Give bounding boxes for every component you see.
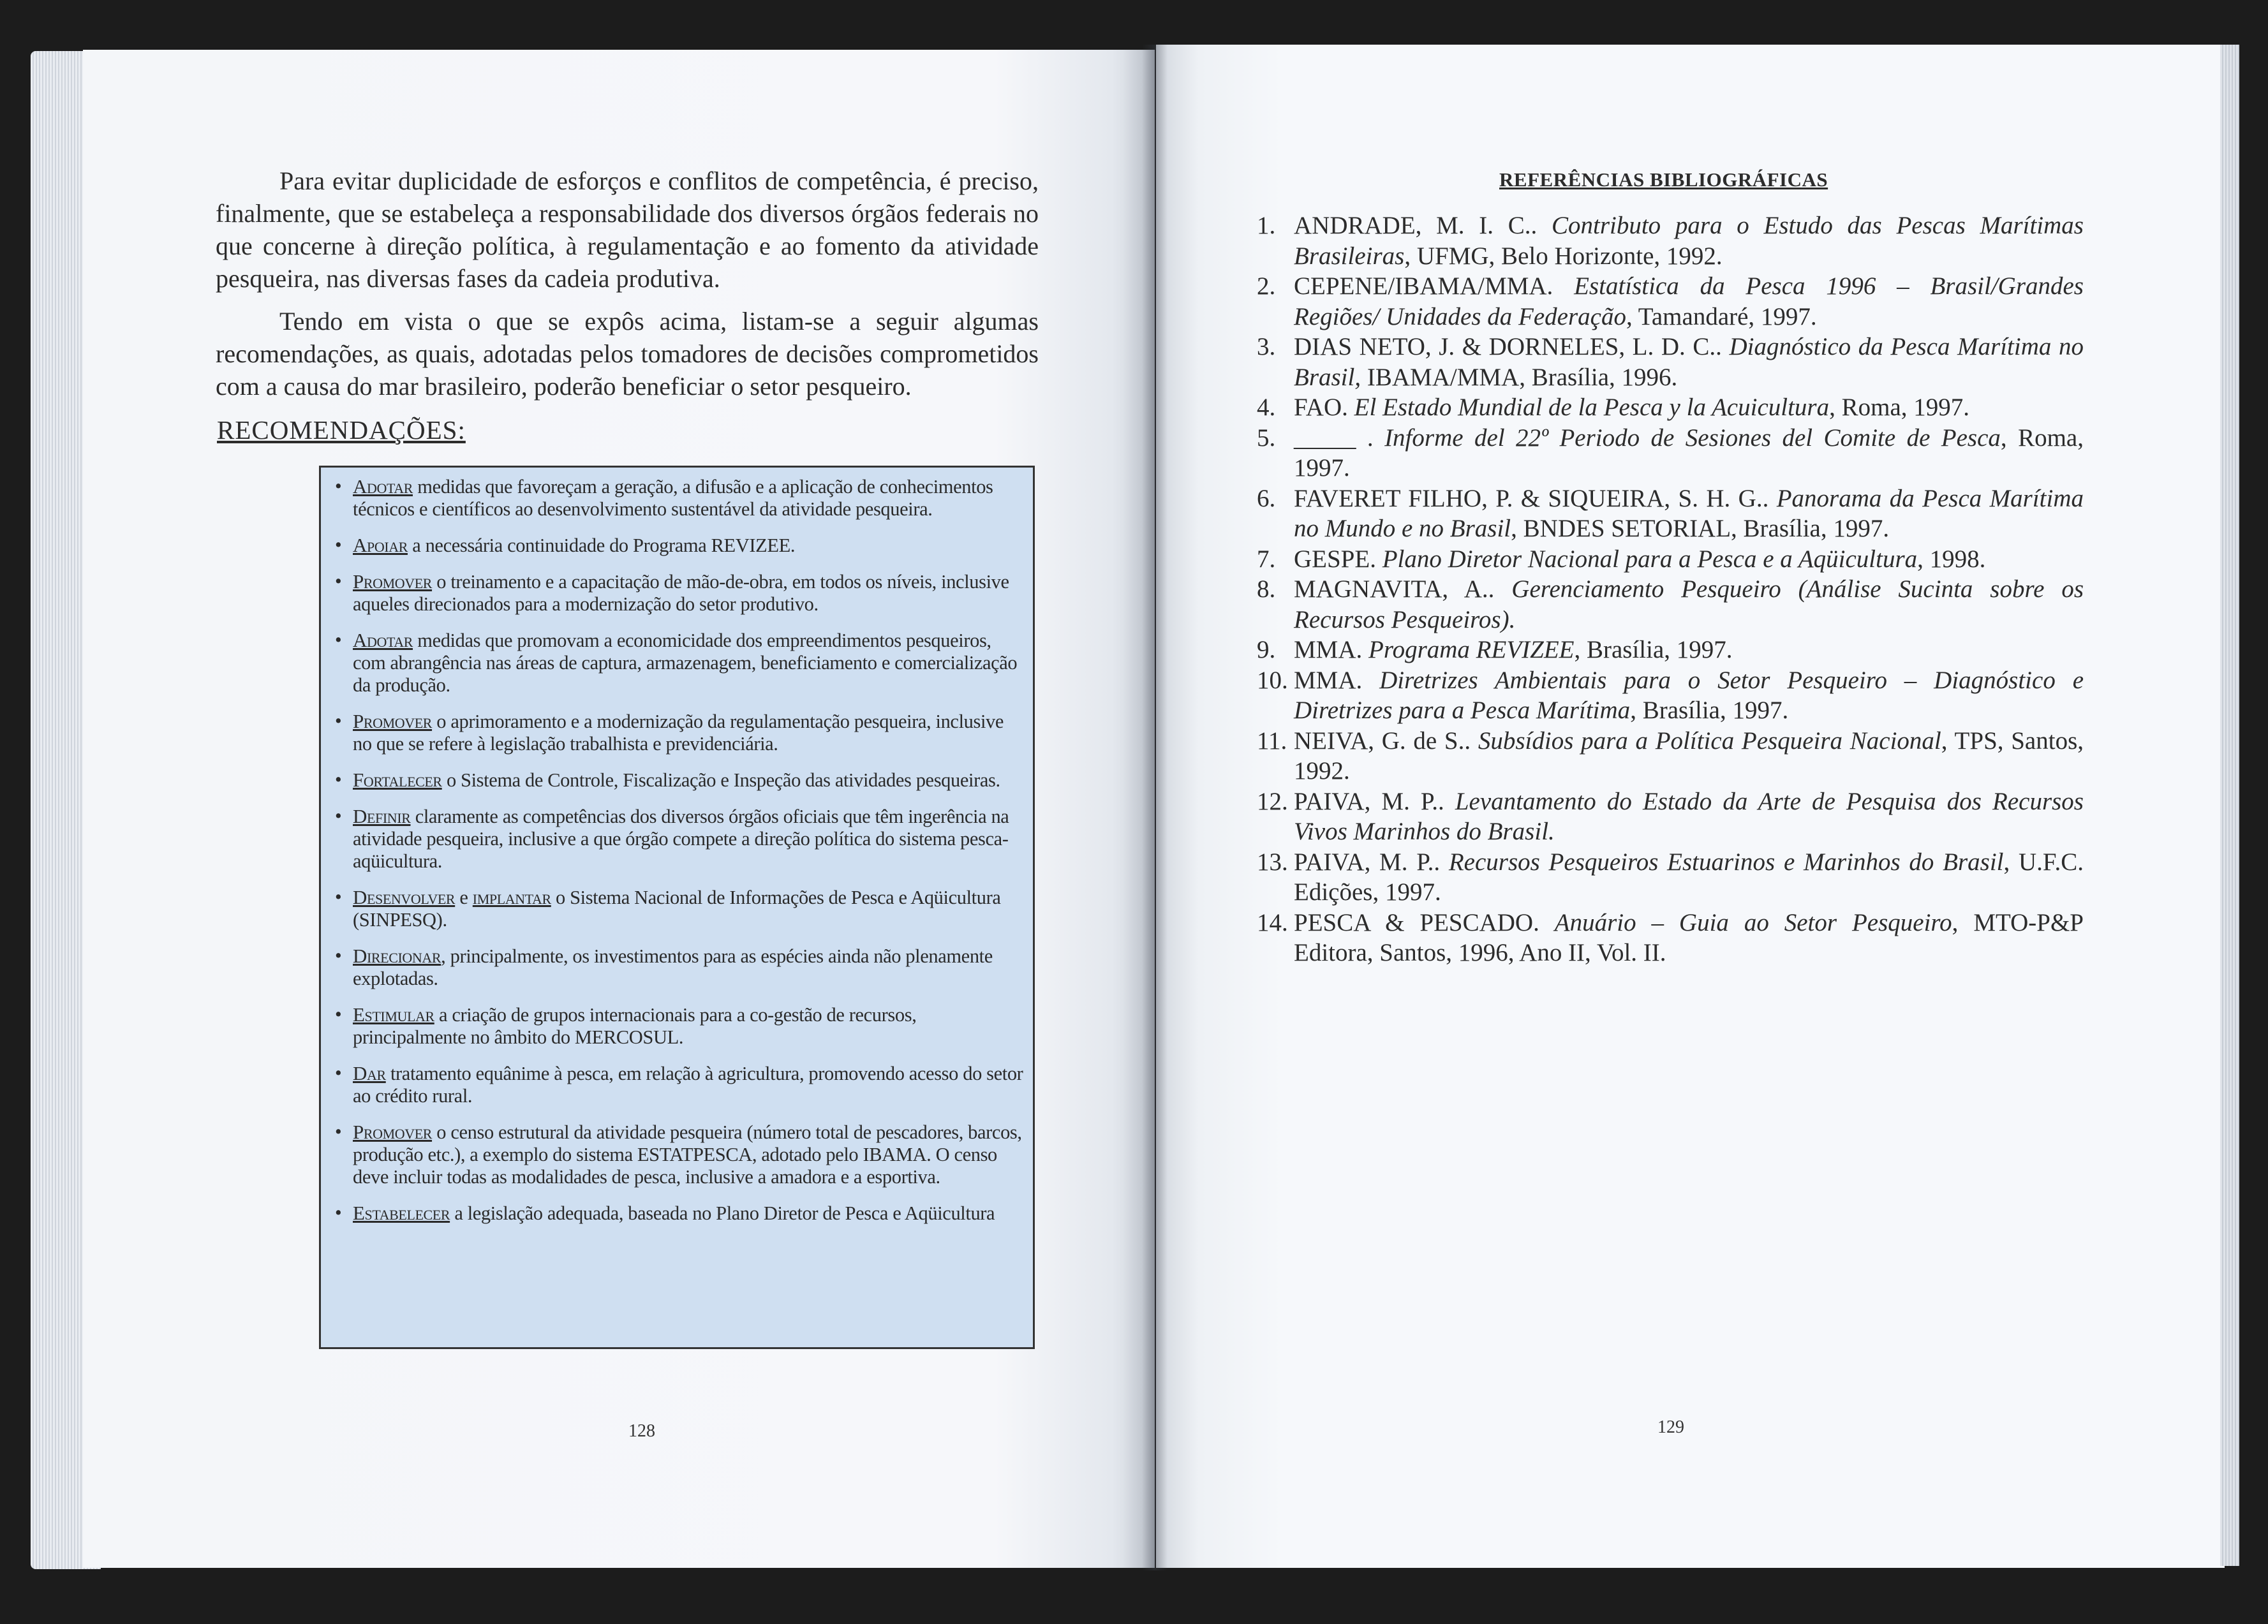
- reference-details: , MTO-P&P Editora, Santos, 1996, Ano II, Vol. II.: [1294, 908, 2084, 966]
- bullet-icon: •: [335, 710, 342, 732]
- reference-number: 11.: [1257, 727, 1287, 755]
- reference-item: [1257, 908, 2084, 968]
- reference-details: , UFMG, Belo Horizonte, 1992.: [1404, 242, 1723, 270]
- left-paragraph-2: [216, 305, 1039, 402]
- reference-number: 7.: [1257, 545, 1276, 573]
- recommendation-text: o treinamento e a capacitação de mão-de-obra, em todos os níveis, inclusive aqueles direcionados para a modernização do setor produtivo.: [353, 571, 1009, 615]
- reference-details: , TPS, Santos, 1992.: [1294, 727, 2084, 785]
- recommendation-verb: Promover: [353, 570, 433, 593]
- recommendation-item: [335, 769, 1024, 792]
- reference-item: [1257, 210, 2084, 271]
- reference-title: Subsídios para a Política Pesqueira Nacional: [1478, 727, 1941, 755]
- recommendation-text: medidas que promovam a economicidade dos empreendimentos pesqueiros, com abrangência nas áreas de captura, armazenagem, beneficiamento e comercialização da produção.: [353, 630, 1018, 696]
- reference-author: _____ .: [1294, 424, 1385, 452]
- reference-author: FAO.: [1294, 394, 1354, 421]
- reference-item: [1257, 635, 2084, 665]
- recommendation-text: a necessária continuidade do Programa REVIZEE.: [408, 535, 796, 556]
- reference-item: [1257, 786, 2084, 847]
- reference-item: [1257, 544, 2084, 575]
- recommendation-item: [335, 710, 1024, 755]
- recommendation-text: o aprimoramento e a modernização da regulamentação pesqueira, inclusive no que se refere à legislação trabalhista e previdenciária.: [353, 711, 1004, 755]
- bullet-icon: •: [335, 1062, 342, 1084]
- reference-item: [1257, 392, 2084, 423]
- recommendation-verb: Fortalecer: [353, 769, 442, 791]
- reference-item: [1257, 332, 2084, 392]
- reference-item: [1257, 271, 2084, 332]
- reference-author: NEIVA, G. de S..: [1294, 727, 1478, 755]
- reference-author: ANDRADE, M. I. C..: [1294, 212, 1552, 239]
- recommendation-text: a legislação adequada, baseada no Plano Diretor de Pesca e Aqüicultura: [450, 1202, 995, 1224]
- reference-title: El Estado Mundial de la Pesca y la Acuicultura: [1354, 394, 1830, 421]
- recommendation-text: e: [455, 887, 473, 908]
- reference-author: FAVERET FILHO, P. & SIQUEIRA, S. H. G..: [1294, 484, 1777, 512]
- recommendation-item: [335, 1202, 1024, 1225]
- recommendation-item: [335, 1003, 1024, 1049]
- recommendation-item: [335, 1121, 1024, 1188]
- bullet-icon: •: [335, 805, 342, 827]
- recommendation-text: o censo estrutural da atividade pesqueira (número total de pescadores, barcos, produção etc.), a exemplo do sistema ESTATPESCA, adotado pelo IBAMA. O censo deve incluir todas as modalidades de pesca, inclusive a amadora e a esportiva.: [353, 1121, 1022, 1188]
- recommendation-item: [335, 629, 1024, 697]
- page-number-left: 128: [628, 1421, 655, 1441]
- reference-author: MMA.: [1294, 666, 1380, 694]
- recommendation-verb: Adotar: [353, 629, 413, 651]
- recommendation-verb: Dar: [353, 1062, 386, 1084]
- recommendation-verb: Estimular: [353, 1003, 434, 1026]
- reference-details: , BNDES SETORIAL, Brasília, 1997.: [1511, 515, 1890, 542]
- reference-number: 14.: [1257, 908, 1288, 936]
- reference-title: Anuário – Guia ao Setor Pesqueiro: [1554, 908, 1952, 936]
- reference-number: 13.: [1257, 848, 1288, 876]
- recommendation-verb: implantar: [472, 886, 551, 908]
- left-paragraph-1: [216, 165, 1039, 295]
- reference-title: Contributo para o Estudo das Pescas Marítimas Brasileiras: [1294, 212, 2084, 270]
- reference-author: MMA.: [1294, 636, 1369, 663]
- recommendation-text: a criação de grupos internacionais para a co-gestão de recursos, principalmente no âmbito do MERCOSUL.: [353, 1004, 917, 1048]
- recommendation-text: , principalmente, os investimentos para as espécies ainda não plenamente explotadas.: [353, 945, 993, 989]
- recommendation-item: [335, 1062, 1024, 1107]
- recommendation-item: [335, 886, 1024, 931]
- reference-number: 4.: [1257, 394, 1276, 421]
- reference-author: MAGNAVITA, A..: [1294, 575, 1512, 603]
- reference-title: Gerenciamento Pesqueiro (Análise Sucinta sobre os Recursos Pesqueiros).: [1294, 575, 2084, 633]
- recommendation-item: [335, 534, 1024, 557]
- recommendation-verb: Definir: [353, 805, 411, 827]
- reference-title: Programa REVIZEE: [1368, 636, 1575, 663]
- reference-details: , Brasília, 1997.: [1630, 697, 1789, 724]
- recommendations-heading: RECOMENDAÇÕES:: [217, 415, 466, 445]
- reference-details: , Tamandaré, 1997.: [1626, 302, 1817, 330]
- bullet-icon: •: [335, 475, 342, 497]
- reference-details: , Roma, 1997.: [1294, 424, 2084, 482]
- recommendation-item: [335, 945, 1024, 990]
- reference-title: Estatística da Pesca 1996 – Brasil/Grandes Regiões/ Unidades da Federação: [1294, 272, 2084, 330]
- reference-title: Levantamento do Estado da Arte de Pesquisa dos Recursos Vivos Marinhos do Brasil.: [1294, 787, 2084, 845]
- reference-author: PESCA & PESCADO.: [1294, 908, 1555, 936]
- reference-details: IBAMA/MMA, Brasília, 1996.: [1361, 363, 1678, 391]
- reference-author: PAIVA, M. P..: [1294, 787, 1455, 815]
- recommendation-verb: Adotar: [353, 475, 413, 498]
- reference-number: 3.: [1257, 333, 1276, 360]
- recommendation-item: [335, 570, 1024, 616]
- reference-number: 9.: [1257, 636, 1276, 663]
- recommendation-verb: Desenvolver: [353, 886, 456, 908]
- reference-item: [1257, 726, 2084, 786]
- reference-details: , 1998.: [1917, 545, 1986, 573]
- bullet-icon: •: [335, 1003, 342, 1025]
- reference-number: 8.: [1257, 575, 1276, 603]
- recommendation-text: claramente as competências dos diversos órgãos oficiais que têm ingerência na atividade pesqueira, inclusive a que órgão compete a direção política do sistema pesca-aqüicultura.: [353, 806, 1009, 872]
- reference-number: 12.: [1257, 787, 1288, 815]
- reference-title: Recursos Pesqueiros Estuarinos e Marinhos do Brasil: [1448, 848, 2004, 876]
- reference-item: [1257, 423, 2084, 484]
- bullet-icon: •: [335, 945, 342, 966]
- recommendation-verb: Estabelecer: [353, 1202, 450, 1224]
- recommendation-text: o Sistema Nacional de Informações de Pesca e Aqüicultura (SINPESQ).: [353, 887, 1001, 931]
- paragraph-text: Tendo em vista o que se expôs acima, listam-se a seguir algumas recomendações, as quais, adotadas pelos tomadores de decisões comprometidos com a causa do mar brasileiro, poderão beneficiar o setor pesqueiro.: [216, 307, 1039, 401]
- bullet-icon: •: [335, 1121, 342, 1142]
- recommendation-item: [335, 475, 1024, 520]
- recommendations-box: [319, 466, 1035, 1349]
- bullet-icon: •: [335, 769, 342, 790]
- page-stack-right: [2220, 45, 2239, 1566]
- reference-title: Informe del 22º Periodo de Sesiones del Comite de Pesca: [1384, 424, 2001, 452]
- recommendation-item: [335, 805, 1024, 873]
- bullet-icon: •: [335, 886, 342, 908]
- paragraph-text: Para evitar duplicidade de esforços e conflitos de competência, é preciso, finalmente, que se estabeleça a responsabilidade dos diversos órgãos federais no que concerne à direção política, à regulamentação e ao fomento da atividade pesqueira, nas diversas fases da cadeia produtiva.: [216, 166, 1039, 293]
- reference-item: [1257, 847, 2084, 908]
- book-gutter: [1142, 45, 1167, 1570]
- recommendation-text: tratamento equânime à pesca, em relação à agricultura, promovendo acesso do setor ao crédito rural.: [353, 1063, 1023, 1107]
- recommendation-verb: Apoiar: [353, 534, 408, 556]
- reference-item: [1257, 484, 2084, 544]
- reference-author: CEPENE/IBAMA/MMA.: [1294, 272, 1575, 300]
- recommendation-text: medidas que favoreçam a geração, a difusão e a aplicação de conhecimentos técnicos e científicos ao desenvolvimento sustentável da atividade pesqueira.: [353, 476, 993, 520]
- reference-number: 2.: [1257, 272, 1276, 300]
- page-number-right: 129: [1657, 1417, 1684, 1437]
- reference-details: , Brasília, 1997.: [1574, 636, 1733, 663]
- recommendation-verb: Promover: [353, 710, 433, 732]
- reference-author: DIAS NETO, J. & DORNELES, L. D. C..: [1294, 333, 1730, 360]
- reference-number: 10.: [1257, 666, 1288, 694]
- reference-title: Plano Diretor Nacional para a Pesca e a Aqüicultura: [1382, 545, 1918, 573]
- reference-number: 1.: [1257, 212, 1276, 239]
- reference-title: Panorama da Pesca Marítima no Mundo e no Brasil: [1294, 484, 2084, 542]
- bullet-icon: •: [335, 570, 342, 592]
- recommendation-verb: Promover: [353, 1121, 433, 1143]
- reference-number: 6.: [1257, 484, 1276, 512]
- reference-item: [1257, 665, 2084, 726]
- recommendation-text: o Sistema de Controle, Fiscalização e Inspeção das atividades pesqueiras.: [441, 769, 1000, 791]
- bullet-icon: •: [335, 629, 342, 651]
- reference-item: [1257, 574, 2084, 635]
- reference-author: GESPE.: [1294, 545, 1382, 573]
- reference-details: , U.F.C. Edições, 1997.: [1294, 848, 2084, 906]
- bullet-icon: •: [335, 534, 342, 556]
- reference-title: Diagnóstico da Pesca Marítima no Brasil,: [1294, 333, 2084, 391]
- reference-author: PAIVA, M. P..: [1294, 848, 1449, 876]
- reference-title: Diretrizes Ambientais para o Setor Pesqueiro – Diagnóstico e Diretrizes para a Pesca Marítima: [1294, 666, 2084, 724]
- bullet-icon: •: [335, 1202, 342, 1223]
- references-title: REFERÊNCIAS BIBLIOGRÁFICAS: [1499, 168, 1828, 191]
- recommendation-verb: Direcionar: [353, 945, 441, 967]
- references-list: [1257, 210, 2084, 968]
- reference-details: , Roma, 1997.: [1829, 394, 1970, 421]
- reference-number: 5.: [1257, 424, 1276, 452]
